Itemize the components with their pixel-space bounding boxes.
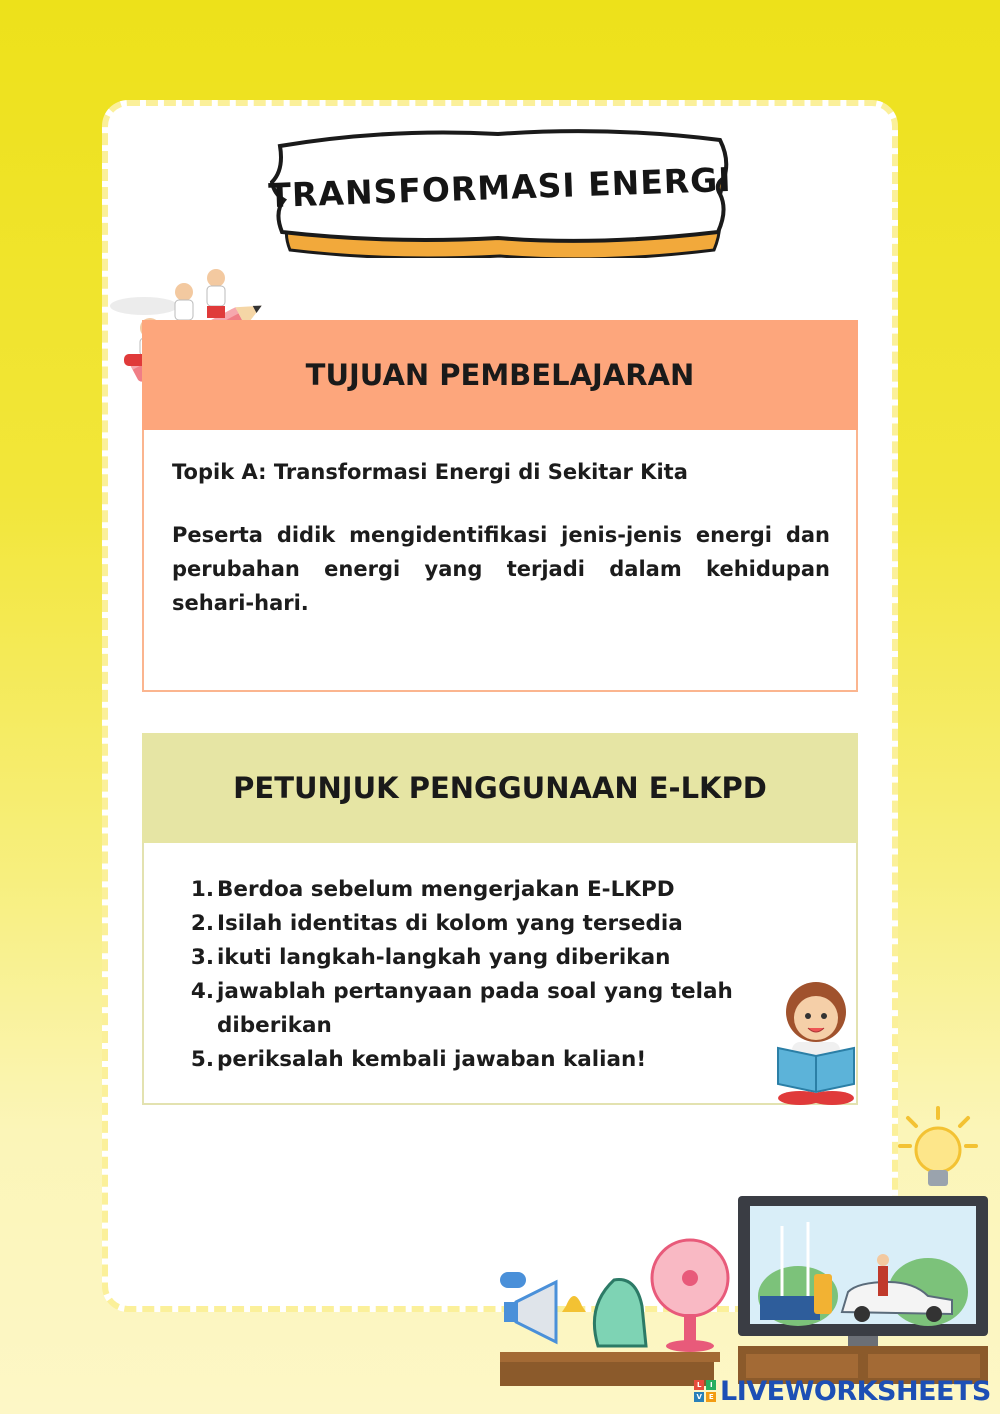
page-title: TRANSFORMASI ENERGI	[267, 159, 733, 216]
instruction-step: 5. periksalah kembali jawaban kalian!	[190, 1047, 647, 1072]
liveworksheets-logo-icon: L I V E	[694, 1380, 716, 1402]
instructions-box	[142, 733, 858, 1105]
instruction-steps	[184, 873, 836, 1077]
instruction-step: 1. Berdoa sebelum mengerjakan E-LKPD	[190, 877, 675, 902]
appliances-illustration	[486, 1236, 736, 1386]
learning-goals-box	[142, 320, 858, 692]
instructions-body	[142, 843, 858, 1105]
reading-kid-illustration	[770, 976, 860, 1108]
title-banner	[268, 128, 732, 258]
instruction-step: 3. ikuti langkah-langkah yang diberikan	[190, 945, 671, 970]
learning-goals-heading: TUJUAN PEMBELAJARAN	[142, 320, 858, 430]
instruction-step: 4. jawablah pertanyaan pada soal yang telah diberikan	[190, 979, 733, 1038]
topic-line: Topik A: Transformasi Energi di Sekitar Kita	[172, 460, 688, 484]
instruction-step: 2. Isilah identitas di kolom yang tersedia	[190, 911, 683, 936]
goal-paragraph: Peserta didik mengidentifikasi jenis-jenis energi dan perubahan energi yang terjadi dalam kehidupan sehari-hari.	[172, 523, 830, 615]
watermark-text: LIVEWORKSHEETS	[720, 1375, 991, 1407]
instructions-heading: PETUNJUK PENGGUNAAN E-LKPD	[142, 733, 858, 843]
light-bulb-icon	[896, 1104, 980, 1198]
liveworksheets-watermark	[694, 1374, 991, 1408]
tv-ev-scene-illustration	[738, 1196, 988, 1384]
learning-goals-body	[142, 430, 858, 692]
